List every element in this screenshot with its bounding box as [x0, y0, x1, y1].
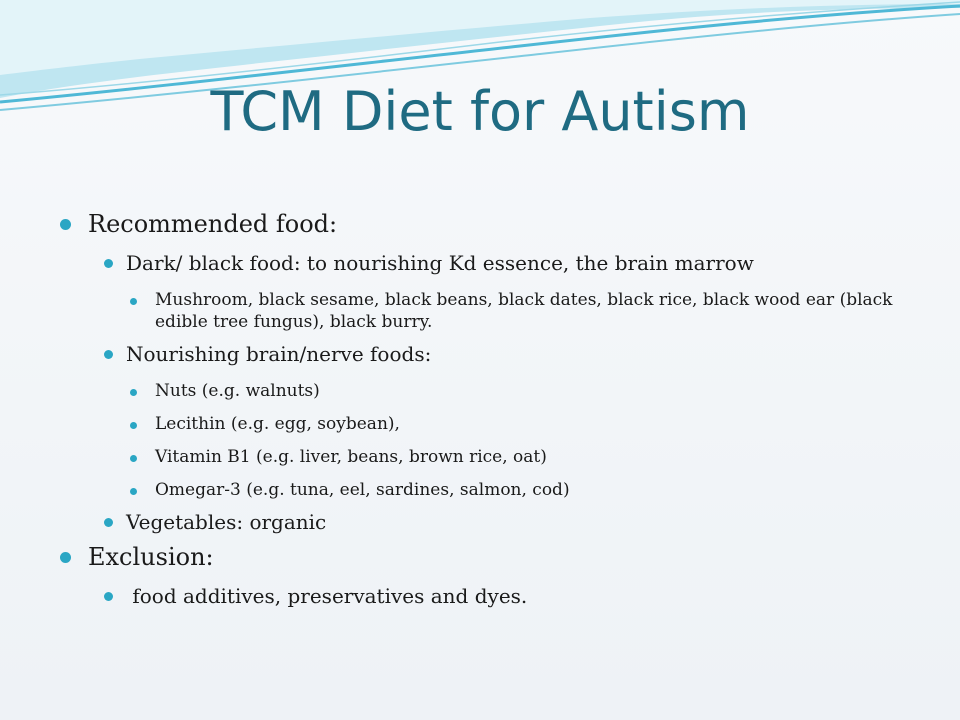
bullet-text: Mushroom, black sesame, black beans, black dates, black rice, black wood ear (black edible tree fungus), black burry. [155, 290, 893, 332]
bullet-dot-icon [130, 455, 137, 462]
bullet-dot-icon [104, 518, 113, 527]
bullet-text: food additives, preservatives and dyes. [126, 584, 528, 608]
bullet-list [60, 204, 920, 611]
bullet-additives [104, 581, 920, 611]
bullet-dot-icon [60, 219, 71, 230]
bullet-dark-food [104, 248, 920, 278]
bullet-dark-food-items [130, 289, 920, 333]
bullet-dot-icon [104, 592, 113, 601]
bullet-exclusion [60, 539, 920, 575]
bullet-dot-icon [130, 298, 137, 305]
bullet-dot-icon [104, 259, 113, 268]
bullet-text: Recommended food: [88, 210, 338, 238]
bullet-dot-icon [130, 389, 137, 396]
bullet-vitamin-b1 [130, 446, 920, 468]
bullet-dot-icon [130, 422, 137, 429]
bullet-text: Vitamin B1 (e.g. liver, beans, brown rice, oat) [155, 447, 547, 467]
bullet-text: Exclusion: [88, 543, 214, 571]
bullet-text: Lecithin (e.g. egg, soybean), [155, 414, 400, 434]
bullet-recommended-food [60, 206, 920, 242]
slide-title: TCM Diet for Autism [210, 80, 750, 143]
bullet-text: Nourishing brain/nerve foods: [126, 342, 432, 366]
bullet-text: Omegar-3 (e.g. tuna, eel, sardines, salmon, cod) [155, 480, 570, 500]
bullet-text: Vegetables: organic [126, 510, 327, 534]
bullet-brain-foods [104, 339, 920, 369]
bullet-vegetables [104, 507, 920, 537]
bullet-text: Nuts (e.g. walnuts) [155, 381, 320, 401]
bullet-dot-icon [104, 350, 113, 359]
bullet-text: Dark/ black food: to nourishing Kd essence, the brain marrow [126, 251, 754, 275]
bullet-lecithin [130, 413, 920, 435]
bullet-dot-icon [130, 488, 137, 495]
bullet-nuts [130, 380, 920, 402]
bullet-dot-icon [60, 552, 71, 563]
bullet-omega3 [130, 479, 920, 501]
